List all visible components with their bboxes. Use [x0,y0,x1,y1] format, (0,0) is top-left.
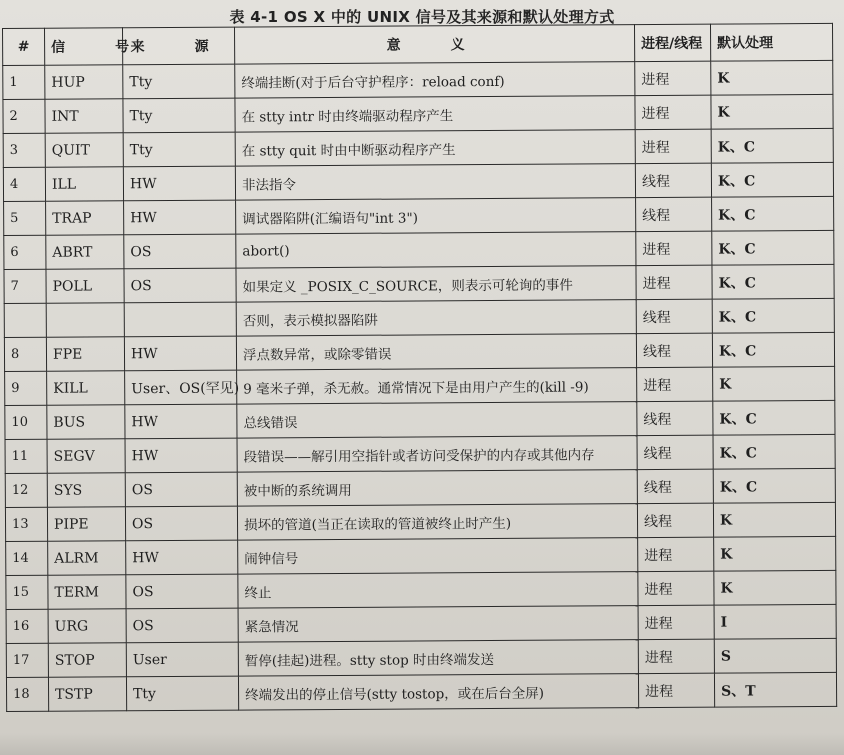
cell-meaning: 在 stty quit 时由中断驱动程序产生 [235,130,635,166]
cell-meaning: 调试器陷阱(汇编语句"int 3") [236,198,636,234]
cell-default: S [714,638,836,673]
cell-signal: INT [45,99,123,133]
signal-table [2,23,837,712]
cell-target: 线程 [637,401,713,435]
cell-source: Tty [123,98,235,133]
cell-source: OS [125,506,237,541]
cell-number: 3 [3,133,45,167]
cell-meaning: 否则，表示模拟器陷阱 [236,300,636,336]
cell-default: K [711,60,833,95]
header-signal: 信 号 [45,28,123,65]
table-row [4,196,834,235]
cell-signal [46,303,124,337]
header-default: 默认处理 [710,23,832,61]
table-body [3,60,837,711]
cell-signal: HUP [45,65,123,99]
cell-default: K、C [713,468,835,503]
cell-source: OS [126,608,238,643]
cell-default: K [713,366,835,401]
cell-source: Tty [123,132,235,167]
cell-default: K [714,570,836,605]
cell-source: OS [126,574,238,609]
table-row [5,366,835,405]
cell-meaning: 段错误——解引用空指针或者访问受保护的内存或其他内存 [237,436,637,472]
table-row [5,400,835,439]
cell-source: HW [126,540,238,575]
cell-meaning: 损坏的管道(当正在读取的管道被终止时产生) [237,504,637,540]
cell-source: OS [124,234,236,269]
page-shadow [0,733,844,755]
cell-source [124,302,236,337]
cell-number: 11 [5,439,47,473]
table-row [3,94,833,133]
cell-number: 2 [3,99,45,133]
cell-target: 进程 [635,129,711,163]
table-row [5,434,835,473]
cell-signal: ABRT [46,235,124,269]
cell-meaning: 被中断的系统调用 [237,470,637,506]
cell-target: 进程 [635,61,711,95]
cell-number: 7 [4,269,46,303]
cell-target: 进程 [638,571,714,605]
cell-meaning: 浮点数异常，或除零错误 [236,334,636,370]
cell-signal: FPE [46,337,124,371]
cell-meaning: 总线错误 [237,402,637,438]
header-meaning: 意 义 [234,25,634,64]
table-caption: 表 4-1 OS X 中的 UNIX 信号及其来源和默认处理方式 [229,8,615,26]
table-row [6,672,836,711]
cell-source: HW [124,200,236,235]
cell-number: 9 [5,371,47,405]
cell-signal: POLL [46,269,124,303]
table-row [5,468,835,507]
cell-source: HW [125,404,237,439]
cell-meaning: 如果定义 _POSIX_C_SOURCE，则表示可轮询的事件 [236,266,636,302]
cell-target: 进程 [638,639,714,673]
cell-target: 线程 [636,299,712,333]
cell-target: 进程 [638,537,714,571]
cell-source: HW [125,438,237,473]
cell-default: K、C [712,230,834,265]
cell-number: 4 [3,167,45,201]
cell-meaning: 9 毫米子弹，杀无赦。通常情况下是由用户产生的(kill -9) [237,368,637,404]
cell-signal: URG [48,609,126,643]
cell-target: 进程 [638,673,714,707]
table-row [3,128,833,167]
cell-source: Tty [123,64,235,99]
cell-signal: STOP [48,643,126,677]
cell-source: OS [124,268,236,303]
cell-number: 17 [6,643,48,677]
table-row [6,536,836,575]
table-row [4,230,834,269]
table-row [5,502,835,541]
cell-default: K [711,94,833,129]
cell-number: 18 [6,677,48,711]
cell-meaning: 非法指令 [235,164,635,200]
cell-meaning: 在 stty intr 时由终端驱动程序产生 [235,96,635,132]
cell-default: K、C [713,400,835,435]
cell-signal: ILL [45,167,123,201]
cell-signal: ALRM [48,541,126,575]
table-row [3,162,833,201]
cell-source: HW [123,166,235,201]
cell-signal: PIPE [47,507,125,541]
cell-source: OS [125,472,237,507]
cell-default: K、C [713,434,835,469]
cell-number: 5 [4,201,46,235]
cell-target: 线程 [637,503,713,537]
cell-signal: KILL [47,371,125,405]
cell-target: 线程 [636,197,712,231]
cell-source: Tty [126,676,238,711]
cell-target: 线程 [635,163,711,197]
cell-meaning: abort() [236,232,636,268]
cell-meaning: 终端挂断(对于后台守护程序：reload conf) [235,62,635,98]
table-header [3,23,833,65]
cell-default: K、C [711,128,833,163]
header-row [3,23,833,65]
cell-signal: BUS [47,405,125,439]
table-row [4,264,834,303]
table-row [6,570,836,609]
cell-default: K、C [712,196,834,231]
cell-signal: QUIT [45,133,123,167]
cell-default: K、C [712,264,834,299]
cell-target: 进程 [635,95,711,129]
cell-number: 1 [3,65,45,99]
cell-number: 6 [4,235,46,269]
cell-target: 进程 [638,605,714,639]
cell-target: 线程 [637,469,713,503]
cell-number: 8 [4,337,46,371]
cell-number: 14 [6,541,48,575]
cell-target: 进程 [636,231,712,265]
cell-target: 进程 [637,367,713,401]
table-row [4,332,834,371]
cell-default: I [714,604,836,639]
header-target: 进程/线程 [634,24,710,61]
cell-default: K [713,502,835,537]
cell-number [4,303,46,337]
cell-signal: SEGV [47,439,125,473]
cell-default: K、C [712,332,834,367]
table-row [4,298,834,337]
cell-source: HW [124,336,236,371]
cell-default: K [714,536,836,571]
cell-target: 线程 [637,435,713,469]
cell-source: User [126,642,238,677]
cell-signal: SYS [47,473,125,507]
table-row [3,60,833,99]
cell-default: K、C [712,298,834,333]
cell-meaning: 暂停(挂起)进程。stty stop 时由终端发送 [238,640,638,676]
cell-meaning: 闹钟信号 [238,538,638,574]
cell-number: 15 [6,575,48,609]
cell-signal: TERM [48,575,126,609]
cell-default: K、C [711,162,833,197]
cell-default: S、T [714,672,836,707]
table-row [6,638,836,677]
cell-target: 线程 [636,333,712,367]
header-number: # [3,28,45,65]
table-row [6,604,836,643]
cell-source: User、OS(罕见) [125,370,237,405]
cell-signal: TSTP [48,677,126,711]
cell-meaning: 紧急情况 [238,606,638,642]
cell-signal: TRAP [46,201,124,235]
header-source: 来 源 [123,27,235,65]
cell-meaning: 终止 [238,572,638,608]
cell-number: 10 [5,405,47,439]
cell-number: 13 [5,507,47,541]
cell-meaning: 终端发出的停止信号(stty tostop，或在后台全屏) [238,674,638,710]
cell-number: 16 [6,609,48,643]
cell-number: 12 [5,473,47,507]
cell-target: 进程 [636,265,712,299]
